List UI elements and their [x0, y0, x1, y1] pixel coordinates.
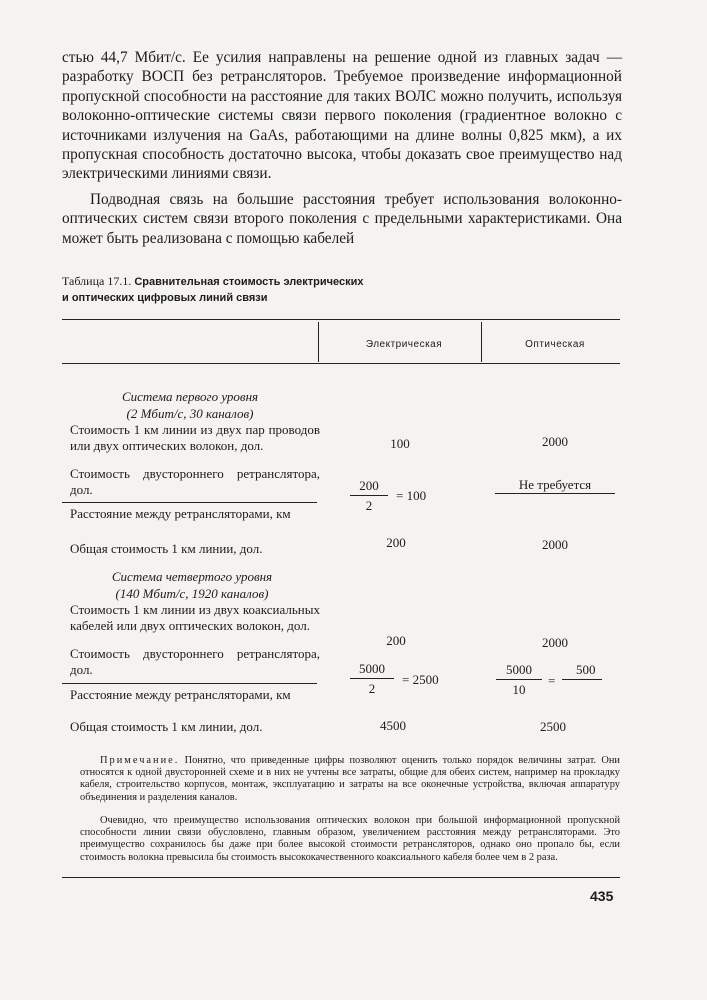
table-header-rule [62, 363, 620, 364]
table-row-label: Стоимость 1 км линии из двух коаксиальных кабелей или двух оптических волокон, дол. [70, 602, 320, 633]
caption-title-line-2: и оптических цифровых линий связи [62, 292, 268, 304]
table-note-1: Примечание. Понятно, что приведенные цифры позволяют оценить только порядок величины затрат. Они относятся к одной двусторонней схеме и в них не учтены все затраты, общие для обеих систем, например на прокладку кабеля, строительство корпусов, монтаж, эксплуатацию и затраты на все оконечные устройства, включая аппаратуру объединения и разделения каналов. [80, 755, 620, 803]
table-row-label: Расстояние между ретрансляторами, км [70, 687, 291, 702]
table-cell-electric: 100 [390, 436, 410, 451]
row-divider [62, 502, 317, 503]
page-number: 435 [590, 888, 614, 904]
table-row-label: Стоимость двустороннего ретранслятора, дол. [70, 466, 320, 497]
optical-underline [495, 493, 615, 494]
caption-prefix: Таблица 17.1. [62, 274, 132, 288]
table-cell-optical: 2000 [542, 537, 568, 552]
table-row-label: Стоимость 1 км линии из двух пар проводов или двух оптических волокон, дол. [70, 422, 320, 453]
row-divider [62, 683, 317, 684]
column-header-optical: Оптическая [525, 339, 585, 350]
table-top-rule [62, 319, 620, 320]
table-row-label: Расстояние между ретрансляторами, км [70, 506, 291, 521]
body-paragraph-2: Подводная связь на большие расстояния требует использования волоконно-оптических систем связи второго поколения с предельными характеристиками. Она может быть реализована с помощью кабелей [62, 191, 622, 247]
table-note-2: Очевидно, что преимущество использования оптических волокон при большой информационной пропускной способности линии связи обусловлено, главным образом, увеличением расстояния между ретрансляторами. Это преимущество сохранилось бы даже при более высокой стоимости ретрансляторов, однако оно пропало бы, если стоимость волокна превысила бы стоимость высококачественного коаксиального кабеля более чем в 2 раза. [80, 815, 620, 863]
table-column-divider-2 [481, 322, 482, 362]
table-row-label: Общая стоимость 1 км линии, дол. [70, 719, 263, 734]
table-cell-electric: 200 [386, 633, 406, 648]
caption-title-line-1: Сравнительная стоимость электрических [134, 276, 364, 288]
table-cell-electric: 4500 [380, 718, 406, 733]
table-bottom-rule [62, 877, 620, 878]
group-1-title: Система первого уровня (2 Мбит/с, 30 каналов) [121, 389, 259, 421]
table-cell-electric: 200 [386, 535, 406, 550]
table-caption [62, 274, 364, 306]
table-cell-optical: 2000 [542, 434, 568, 449]
table-cell-optical-not-required: Не требуется [518, 477, 592, 492]
body-paragraph-1: стью 44,7 Мбит/с. Ее усилия направлены на решение одной из главных задач — разработку ВОСП без ретрансляторов. Требуемое произведение информационной пропускной способности на расстояние для таких ВОЛС можно получить, используя волоконно-оптические системы связи первого поколения (градиентное волокно с источниками излучения на GaAs, работающими на длине волны 0,825 мкм), а их пропускная способность достаточно высока, чтобы доказать свое преимущество над электрическими линиями связи. [62, 49, 622, 183]
table-cell-optical: 2000 [542, 635, 568, 650]
table-cell-optical: 2500 [540, 719, 566, 734]
table-row-label: Стоимость двустороннего ретранслятора, дол. [70, 646, 320, 677]
table-row-label: Общая стоимость 1 км линии, дол. [70, 541, 263, 556]
table-column-divider-1 [318, 322, 319, 362]
group-2-title: Система четвертого уровня (140 Мбит/с, 1920 каналов) [111, 569, 273, 601]
column-header-electric: Электрическая [365, 339, 443, 350]
